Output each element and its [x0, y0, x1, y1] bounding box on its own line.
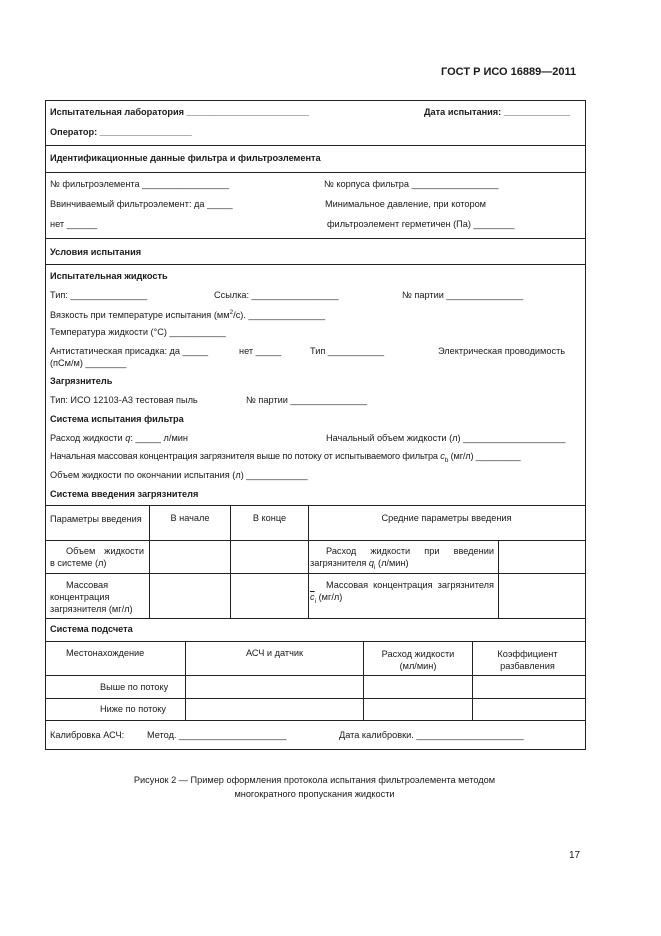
housing-number-field[interactable]: № корпуса фильтра _________________ — [324, 179, 499, 189]
flow-rate-symbol: q — [125, 433, 131, 443]
row-concentration-label: Массовая концентрация загрязнителя (мг/л) — [50, 580, 133, 614]
fluid-batch-field[interactable]: № партии _______________ — [402, 290, 524, 300]
calibration-label: Калибровка АСЧ: — [50, 730, 125, 740]
col-location-header: Местонахождение — [66, 648, 145, 658]
fluid-title: Испытательная жидкость — [50, 271, 168, 281]
divider — [45, 618, 585, 619]
test-system-title: Система испытания фильтра — [50, 414, 184, 424]
conductivity-label: Электрическая проводимость — [438, 346, 566, 356]
col-dilution-header: Коэффициент разбавления — [497, 649, 558, 671]
upstream-concentration-label: Начальная массовая концентрация загрязнителя выше по потоку от испытываемого фильтра — [50, 451, 441, 461]
fluid-temp-field[interactable]: Температура жидкости (°С) ___________ — [50, 327, 226, 337]
col-flow-header: Расход жидкости (мл/мин) — [381, 649, 455, 671]
initial-volume-field[interactable]: Начальный объем жидкости (л) ____________________ — [326, 433, 566, 443]
row-upstream-label: Выше по потоку — [100, 682, 169, 692]
injection-concentration-symbol: $\overline{c}$ — [310, 592, 315, 602]
divider — [45, 172, 585, 173]
conditions-section-title: Условия испытания — [50, 247, 142, 257]
injection-flow-sub: i — [374, 563, 376, 571]
contaminant-type: Тип: ИСО 12103-A3 тестовая пыль — [50, 395, 198, 405]
table-line — [45, 698, 585, 699]
contaminant-title: Загрязнитель — [50, 376, 113, 386]
row-downstream-label: Ниже по потоку — [100, 704, 167, 714]
col-avg-header: Средние параметры введения — [381, 513, 512, 523]
min-pressure-label: Минимальное давление, при котором — [325, 199, 486, 209]
page-number: 17 — [569, 850, 581, 861]
counting-title: Система подсчета — [50, 624, 133, 634]
table-line — [45, 505, 585, 506]
viscosity-label: Вязкость при температуре испытания (мм — [50, 310, 230, 321]
final-volume-field[interactable]: Объем жидкости по окончании испытания (л) ____________ — [50, 470, 308, 480]
viscosity-field[interactable] — [50, 309, 325, 320]
upstream-concentration-symbol: c — [440, 451, 445, 461]
injection-flow-unit: (л/мин) — [375, 558, 409, 568]
injection-concentration-text: Массовая концентрация загрязнителя — [326, 580, 494, 590]
injection-flow-symbol: q — [368, 558, 374, 568]
antistatic-no-field[interactable]: нет _____ — [239, 346, 282, 356]
conductivity-field[interactable]: (пСм/м) ________ — [50, 358, 127, 368]
ident-section-title: Идентификационные данные фильтра и фильтроэлемента — [50, 153, 321, 163]
antistatic-type-field[interactable]: Тип ___________ — [310, 346, 385, 356]
upstream-concentration-blank: (мг/л) _________ — [448, 451, 521, 461]
fluid-ref-field[interactable]: Ссылка: _________________ — [214, 290, 339, 300]
upstream-concentration-field[interactable] — [50, 451, 520, 464]
row-volume-label: Объем жидкости в системе (л) — [50, 546, 144, 568]
hermetic-pressure-field[interactable]: фильтроэлемент герметичен (Па) ________ — [327, 219, 515, 229]
viscosity-exp: 2 — [229, 309, 234, 316]
table-line — [363, 641, 364, 720]
col-end-header: В конце — [252, 513, 287, 523]
injection-concentration-label — [310, 579, 494, 608]
table-line — [498, 540, 499, 618]
injection-title: Система введения загрязнителя — [50, 489, 199, 499]
standard-number: ГОСТ Р ИСО 16889—2011 — [441, 66, 577, 78]
flow-rate-label: Расход жидкости — [50, 433, 126, 443]
col-start-header: В начале — [170, 513, 210, 523]
col-params-header: Параметры введения — [50, 514, 142, 524]
antistatic-yes-field[interactable]: Антистатическая присадка: да _____ — [50, 346, 209, 356]
table-line — [45, 675, 585, 676]
test-date-field[interactable]: Дата испытания: _____________ — [424, 107, 571, 117]
calibration-date-field[interactable]: Дата калибровки. _____________________ — [339, 730, 524, 740]
figure-caption-line1: Рисунок 2 — Пример оформления протокола испытания фильтроэлемента методом — [133, 775, 496, 785]
viscosity-blank: /с). _______________ — [233, 310, 326, 321]
divider — [45, 720, 585, 721]
table-line — [45, 641, 585, 642]
table-line — [45, 540, 585, 541]
divider — [45, 264, 585, 265]
element-number-field[interactable]: № фильтроэлемента _________________ — [50, 179, 230, 189]
screw-in-yes-field[interactable]: Ввинчиваемый фильтроэлемент: да _____ — [50, 199, 233, 209]
injection-flow-label — [310, 545, 494, 574]
fluid-type-field[interactable]: Тип: _______________ — [50, 290, 148, 300]
injection-flow-text: Расход жидкости при введении загрязнителя — [310, 546, 494, 568]
contaminant-batch-field[interactable]: № партии _______________ — [246, 395, 368, 405]
injection-concentration-sub: i — [314, 597, 317, 605]
lab-field[interactable]: Испытательная лаборатория ________________________ — [50, 107, 310, 117]
divider — [45, 145, 585, 146]
table-line — [472, 641, 473, 720]
col-apc-header: АСЧ и датчик — [245, 648, 304, 658]
calibration-method-field[interactable]: Метод. _____________________ — [147, 730, 287, 740]
injection-concentration-unit: (мг/л) — [316, 592, 343, 602]
divider — [45, 238, 585, 239]
figure-caption-line2: многократного пропускания жидкости — [234, 789, 395, 799]
operator-field[interactable]: Оператор: __________________ — [50, 127, 192, 137]
screw-in-no-field[interactable]: нет ______ — [50, 219, 98, 229]
flow-rate-field[interactable] — [50, 433, 188, 443]
flow-rate-blank: : _____ л/мин — [130, 433, 188, 443]
upstream-concentration-sub: b — [444, 456, 449, 464]
